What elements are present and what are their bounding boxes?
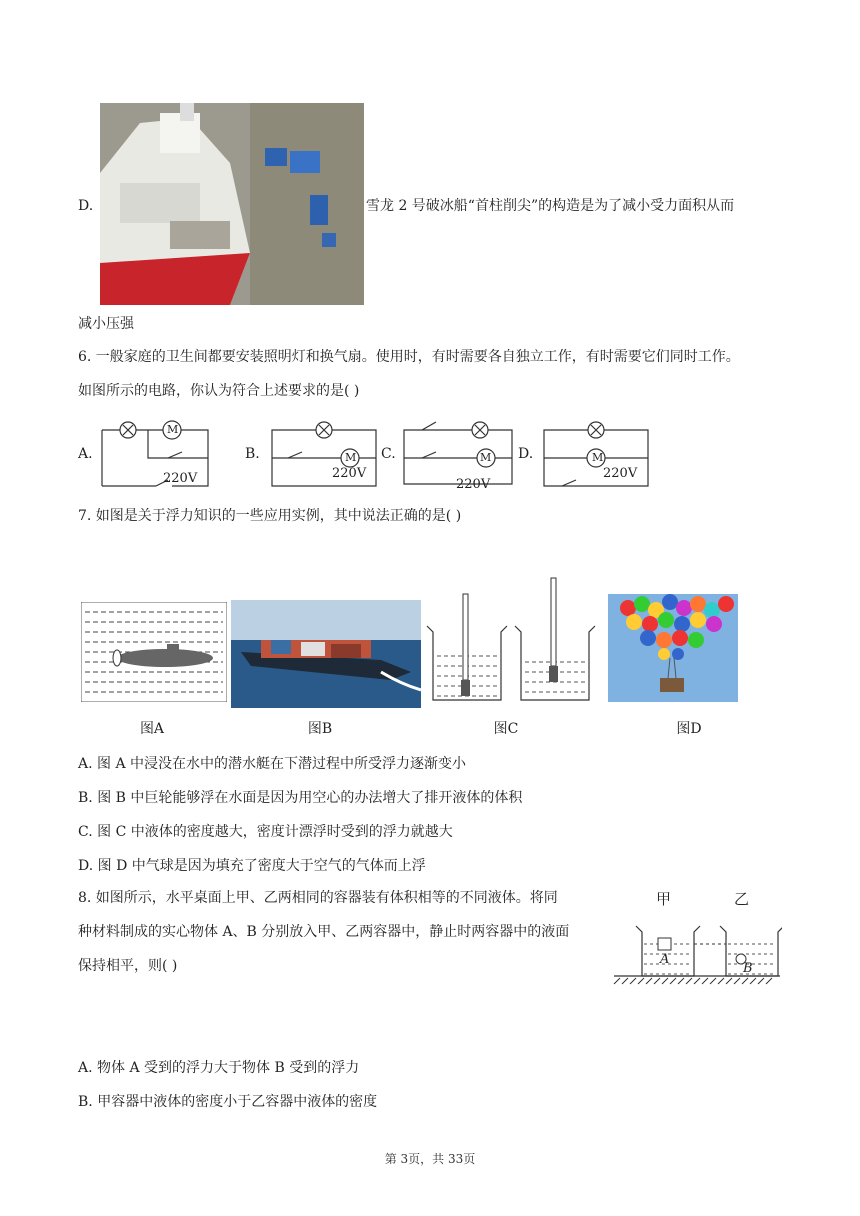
figure-a-submarine <box>81 602 227 702</box>
q8-label-b: B <box>743 961 753 976</box>
q6-option-a-label: A. <box>78 446 93 462</box>
figure-b-ship-photo <box>231 600 421 708</box>
q8-label-yi: 乙 <box>734 890 750 908</box>
q8-choice-a: A. 物体 A 受到的浮力大于物体 B 受到的浮力 <box>78 1060 360 1076</box>
page-footer: 第 3页，共 33页 <box>384 1152 476 1166</box>
q7-stem: 7. 如图是关于浮力知识的一些应用实例，其中说法正确的是( ) <box>78 508 462 524</box>
q5-option-d-text-cont: 减小压强 <box>78 316 134 332</box>
q7-choice-b: B. 图 B 中巨轮能够浮在水面是因为用空心的办法增大了排开液体的体积 <box>78 790 523 806</box>
figure-d-caption: 图D <box>676 721 702 737</box>
q5-option-d-text: 雪龙 2 号破冰船“首柱削尖”的构造是为了减小受力面积从而 <box>366 198 735 214</box>
q8-stem-line3: 保持相平，则( ) <box>78 958 178 974</box>
q6-stem-line1: 6. 一般家庭的卫生间都要安装照明灯和换气扇。使用时，有时需要各自独立工作，有时需要它们同时工作。 <box>78 349 740 365</box>
motor-c: M <box>480 451 492 464</box>
icebreaker-photo <box>100 103 364 305</box>
q7-choice-d: D. 图 D 中气球是因为填充了密度大于空气的气体而上浮 <box>78 858 426 874</box>
motor-d: M <box>592 451 604 464</box>
voltage-d: 220V <box>603 466 638 481</box>
motor-a: M <box>167 423 179 436</box>
circuit-b <box>268 420 380 492</box>
q6-option-b-label: B. <box>245 446 260 462</box>
figure-q8-containers <box>610 918 782 986</box>
figure-b-caption: 图B <box>307 721 333 737</box>
motor-b: M <box>345 451 357 464</box>
q6-stem-line2: 如图所示的电路，你认为符合上述要求的是( ) <box>78 383 360 399</box>
q8-choice-b: B. 甲容器中液体的密度小于乙容器中液体的密度 <box>78 1094 378 1110</box>
voltage-a: 220V <box>163 471 198 486</box>
figure-c-caption: 图C <box>493 721 519 737</box>
voltage-b: 220V <box>332 466 367 481</box>
q8-stem-line2: 种材料制成的实心物体 A、B 分别放入甲、乙两容器中，静止时两容器中的液面 <box>78 924 570 940</box>
voltage-c: 220V <box>456 477 491 492</box>
q8-label-jia: 甲 <box>656 890 672 908</box>
q7-choice-a: A. 图 A 中浸没在水中的潜水艇在下潜过程中所受浮力逐渐变小 <box>78 756 467 772</box>
figure-a-caption: 图A <box>139 721 165 737</box>
q8-label-a: A <box>660 952 670 967</box>
figure-c-hydrometers <box>423 576 613 708</box>
q6-option-c-label: C. <box>381 446 396 462</box>
figure-d-balloons-photo <box>608 594 738 702</box>
q7-choice-c: C. 图 C 中液体的密度越大，密度计漂浮时受到的浮力就越大 <box>78 824 453 840</box>
q8-stem-line1: 8. 如图所示，水平桌面上甲、乙两相同的容器装有体积相等的不同液体。将同 <box>78 890 558 906</box>
q5-option-d-label: D. <box>78 198 94 214</box>
q6-option-d-label: D. <box>518 446 534 462</box>
